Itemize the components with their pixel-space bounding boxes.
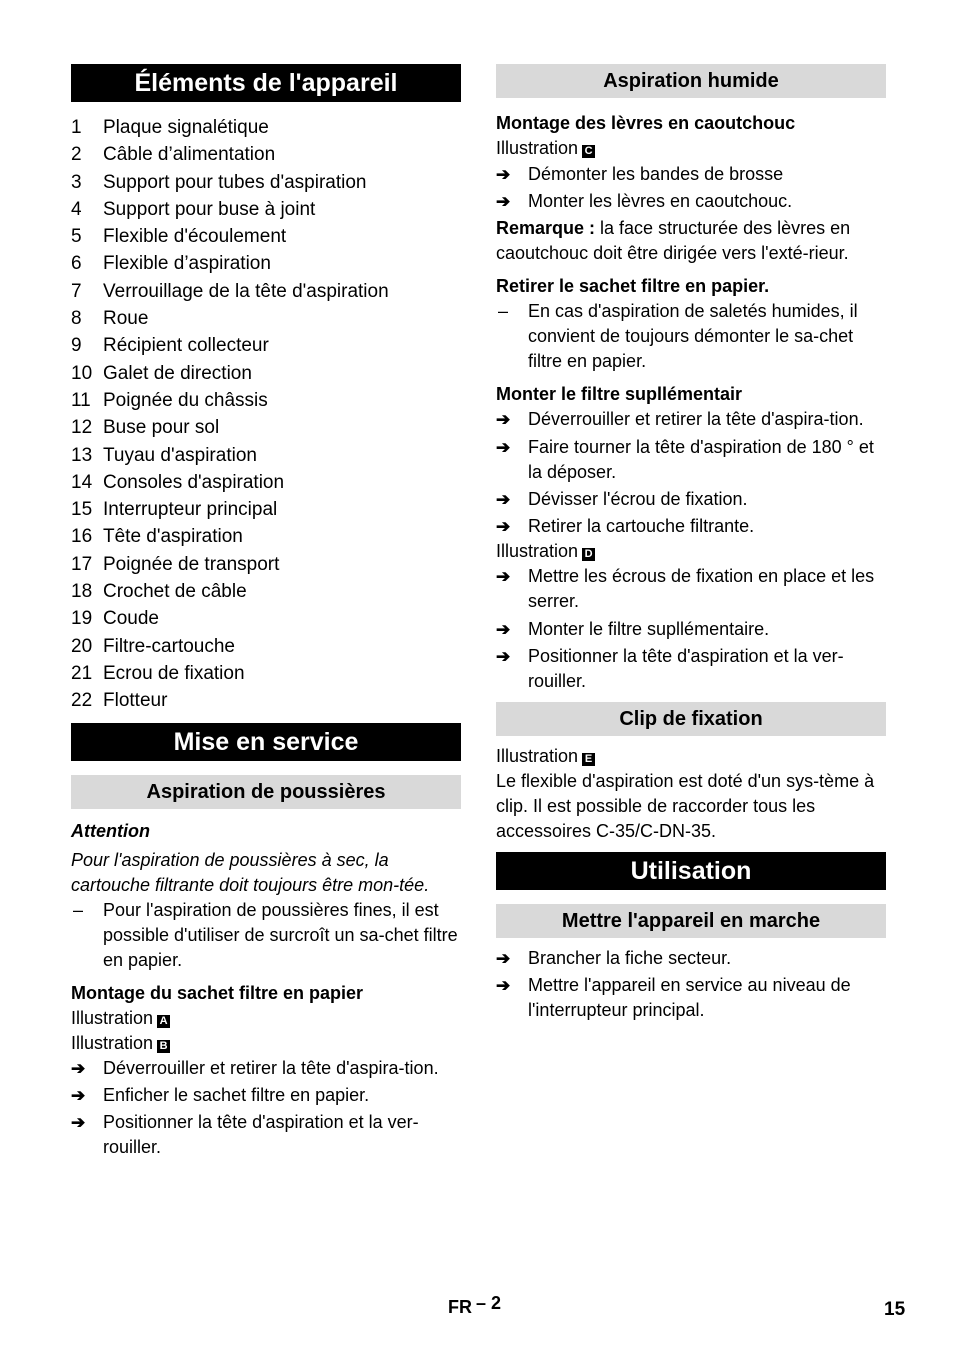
list-item: ➔ Positionner la tête d'aspiration et la ver-rouiller. (71, 1111, 419, 1157)
heading-aspiration-humide: Aspiration humide (496, 64, 886, 98)
arrow-icon: ➔ (496, 192, 511, 211)
heading-elements: Éléments de l'appareil (71, 64, 461, 102)
list-item: 1 Plaque signalétique (71, 117, 269, 138)
attention-title: Attention (71, 820, 150, 841)
illustration-d-icon: D (582, 548, 595, 561)
arrow-icon: ➔ (496, 567, 511, 586)
footer-language: FR – 2 (448, 1293, 502, 1317)
illustration-a-icon: A (157, 1015, 170, 1028)
list-item: 15 Interrupteur principal (71, 499, 278, 521)
arrow-icon: ➔ (496, 410, 511, 429)
arrow-icon: ➔ (496, 517, 511, 536)
heading-montage-levres: Montage des lèvres en caoutchouc (496, 113, 796, 133)
list-item: 8 Roue (71, 308, 149, 330)
list-item: 11 Poignée du châssis (71, 389, 268, 411)
illustration-e-icon: E (582, 753, 595, 766)
list-item: 13 Tuyau d'aspiration (71, 444, 257, 466)
left-column (71, 64, 461, 1160)
illustration-ref: Illustration A (71, 1006, 461, 1031)
arrow-icon: ➔ (496, 438, 511, 457)
dash-icon: – (498, 301, 509, 321)
list-item: 3 Support pour tubes d'aspiration (71, 171, 367, 193)
list-item: ➔ Positionner la tête d'aspiration et la ver-rouiller. (496, 646, 844, 691)
list-item: 10 Galet de direction (71, 362, 252, 384)
illustration-ref: Illustration B (71, 1031, 461, 1056)
heading-mise-en-service: Mise en service (71, 723, 461, 761)
list-item: – En cas d'aspiration de saletés humides, il convient de toujours démonter le sa-chet filtre en papier. (498, 301, 858, 371)
list-item: 7 Verrouillage de la tête d'aspiration (71, 280, 389, 302)
arrow-icon: ➔ (496, 490, 511, 509)
list-item: ➔ Monter les lèvres en caoutchouc. (496, 189, 886, 214)
illustration-ref: Illustration C (496, 136, 886, 161)
list-item: 2 Câble d’alimentation (71, 144, 276, 166)
list-item: 6 Flexible d’aspiration (71, 253, 271, 275)
remarque: Remarque : la face structurée des lèvres en caoutchouc doit être dirigée vers l'exté-rieur. (496, 218, 851, 263)
arrow-icon: ➔ (496, 620, 511, 639)
list-item: 9 Récipient collecteur (71, 335, 269, 357)
arrow-icon: ➔ (496, 976, 511, 995)
illustration-c-icon: C (582, 145, 595, 158)
list-item: ➔ Enficher le sachet filtre en papier. (71, 1083, 461, 1108)
heading-clip-fixation: Clip de fixation (496, 702, 886, 736)
elements-list (71, 114, 461, 715)
heading-utilisation: Utilisation (496, 852, 886, 890)
arrow-icon: ➔ (496, 949, 511, 968)
list-item: ➔ Dévisser l'écrou de fixation. (496, 487, 886, 512)
illustration-b-icon: B (157, 1040, 170, 1053)
list-item: 19 Coude (71, 608, 159, 630)
list-item: 18 Crochet de câble (71, 581, 247, 603)
list-item: 17 Poignée de transport (71, 553, 280, 575)
clip-text: Le flexible d'aspiration est doté d'un sys-tème à clip. Il est possible de raccorder tous les accessoires C-35/C-DN-35. (496, 771, 875, 841)
illustration-ref: Illustration E (496, 744, 886, 769)
list-item: ➔ Retirer la cartouche filtrante. (496, 514, 886, 539)
list-item: ➔ Brancher la fiche secteur. (496, 946, 886, 971)
list-item: 12 Buse pour sol (71, 417, 220, 439)
arrow-icon: ➔ (71, 1058, 86, 1078)
arrow-icon: ➔ (71, 1112, 86, 1132)
list-item: – Pour l'aspiration de poussières fines, il est possible d'utiliser de surcroît un sa-chet filtre en papier. (73, 899, 458, 970)
list-item: ➔ Démonter les bandes de brosse (496, 162, 886, 187)
list-item: 22 Flotteur (71, 690, 168, 712)
list-item: 16 Tête d'aspiration (71, 526, 243, 548)
heading-montage-sachet: Montage du sachet filtre en papier (71, 982, 364, 1003)
arrow-icon: ➔ (496, 165, 511, 184)
dash-icon: – (73, 899, 84, 920)
list-item: ➔ Déverrouiller et retirer la tête d'aspira-tion. (496, 407, 886, 432)
heading-mettre-en-marche: Mettre l'appareil en marche (496, 904, 886, 938)
illustration-ref: Illustration D (496, 539, 886, 564)
list-item: ➔ Déverrouiller et retirer la tête d'aspira-tion. (71, 1056, 461, 1081)
list-item: ➔ Mettre les écrous de fixation en place et les serrer. (496, 566, 875, 611)
list-item: 20 Filtre-cartouche (71, 635, 235, 657)
list-item: 14 Consoles d'aspiration (71, 471, 285, 493)
list-item: 21 Ecrou de fixation (71, 662, 245, 684)
heading-retirer-sachet: Retirer le sachet filtre en papier. (496, 276, 770, 296)
list-item: 4 Support pour buse à joint (71, 198, 316, 220)
heading-aspiration-poussieres: Aspiration de poussières (71, 775, 461, 809)
right-column (496, 64, 886, 1023)
list-item: ➔ Monter le filtre supllémentaire. (496, 617, 886, 642)
heading-filtre-supplementaire: Monter le filtre supllémentair (496, 384, 743, 404)
arrow-icon: ➔ (71, 1085, 86, 1105)
page-number: 15 (884, 1299, 906, 1320)
list-item: 5 Flexible d'écoulement (71, 226, 287, 248)
list-item: ➔ Mettre l'appareil en service au niveau de l'interrupteur principal. (496, 975, 851, 1020)
attention-text: Pour l'aspiration de poussières à sec, la cartouche filtrante doit toujours être mon-tée. (71, 849, 430, 895)
list-item: ➔ Faire tourner la tête d'aspiration de 180 ° et la déposer. (496, 437, 874, 482)
arrow-icon: ➔ (496, 647, 511, 666)
